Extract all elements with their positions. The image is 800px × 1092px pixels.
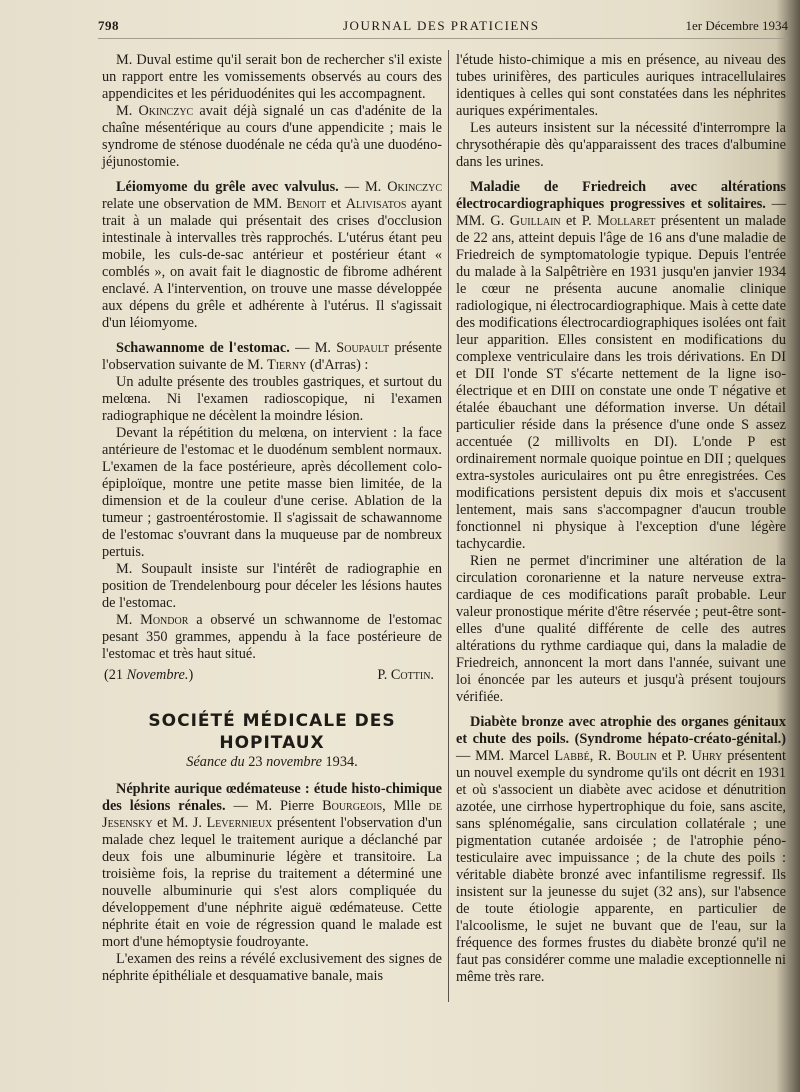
author-name: Alivisatos	[345, 196, 407, 212]
text: et M. J.	[152, 815, 207, 831]
author-name: Guillain	[509, 213, 561, 229]
page-number: 798	[98, 18, 119, 33]
section-title: Maladie de Friedreich avec altérations électrocardiographiques progressives et solitaires.	[456, 179, 786, 212]
right-column	[456, 52, 786, 986]
seance-date: Séance du 23 novembre 1934.	[186, 754, 358, 770]
section-diabete	[456, 714, 786, 986]
header-rule	[98, 38, 788, 39]
author-name: de Jesensky	[102, 798, 442, 831]
author-name: Tierny	[266, 357, 307, 373]
text: — M.	[289, 340, 337, 356]
author-name: Soupault	[336, 340, 390, 356]
journal-title: JOURNAL DES PRATICIENS	[343, 18, 540, 33]
text: — MM. Marcel	[456, 748, 555, 764]
paragraph: M. Duval estime qu'il serait bon de rechercher s'il existe un rapport entre les vomissements observés au cours des appendicites et les périduodénites qui les accompagnent.	[102, 52, 442, 102]
text: , Mlle	[382, 798, 429, 814]
section-title: Néphrite aurique œdémateuse : étude histo-chimique des lésions rénales.	[102, 781, 442, 814]
text: , R.	[589, 748, 617, 764]
section-title: Diabète bronze avec atrophie des organes génitaux et chute des poils. (Syndrome hépato-créato-génital.)	[456, 714, 786, 747]
paragraph-text: a observé un schwannome de l'estomac pesant 350 grammes, appendu à la face postérieure de l'estomac et très haut situé.	[102, 612, 442, 662]
author-name: Levernieux	[206, 815, 273, 831]
paragraph	[102, 103, 442, 171]
paragraph: Devant la répétition du melœna, on intervient : la face antérieure de l'estomac et le duodénum semblent normaux. L'examen de la face postérieure, après décollement colo-épiploïque, montre une petite masse bien limitée, de la dimension et de la couleur d'une cerise. Ablation de la tumeur ; gastroentérostomie. Il s'agissait de schawannome de l'estomac s'ouvrant dans la muqueuse par de nombreux pertuis.	[102, 425, 442, 560]
paragraph: l'étude histo-chimique a mis en présence, au niveau des tubes urinifères, des particules auriques intracellulaires identiques à celles qui sont constatées dans les néphrites auriques expérimentales.	[456, 52, 786, 119]
author-name: Okinczyc	[387, 179, 442, 195]
text: — MM. G.	[456, 196, 786, 229]
signature-author: P. Cottin.	[377, 667, 434, 683]
paragraph	[102, 612, 442, 663]
section-title: Léiomyome du grêle avec valvulus.	[116, 179, 339, 195]
section-friedreich	[456, 179, 786, 553]
text: relate une observation de MM.	[102, 196, 287, 212]
text: présente l'observation suivante de M.	[102, 340, 442, 373]
issue-date: 1er Décembre 1934	[685, 18, 788, 33]
text: (d'Arras) :	[306, 357, 369, 373]
text: et P.	[560, 213, 598, 229]
paragraph: Rien ne permet d'incriminer une altération de la circulation coronarienne et la nature nerveuse extra-cardiaque de ces modifications paraît probable. Leur valeur pronostique mérite d'être réservée ; peut-être sont-elles d'une qualité différente de celle des autres altérations du rythme cardiaque qui, dans la maladie de Friedreich, annoncent la mort dans l'année, suivant une loi énoncée par les auteurs et jusqu'à présent toujours vérifiée.	[456, 553, 786, 705]
signature-date: (21 Novembre.)	[104, 667, 194, 683]
author-name: Bourgeois	[322, 798, 383, 814]
text: — M.	[338, 179, 388, 195]
author-name: Benoit	[286, 196, 327, 212]
author-name: M. Okinczyc	[116, 103, 194, 119]
paragraph: Un adulte présente des troubles gastriques, et surtout du melœna. Ni l'examen radioscopique, ni l'examen radiographique ne décèlent la moindre lésion.	[102, 374, 442, 424]
author-name: Boulin	[616, 748, 657, 764]
text: et	[326, 196, 346, 212]
text: présentent un nouvel exemple du syndrome qu'ils ont décrit en 1931 et où s'associent un diabète avec acidose et dénutrition azotée, une cirrhose hypertrophique du foie, sans ascite, sans splénomégalie, sans circulation collatérale ; une pigmentation cutanée ardoisée ; de l'atrophie péno-testiculaire avec impuissance ; de la chute des poils : véritable diabète bronzé avec infantilisme regressif. Ils insistent sur la jeunesse du sujet (32 ans), sur l'absence de toute étiologie apparente, en particulier de l'alcoolisme, le sujet ne buvant que de l'eau, sur la fréquence des formes frustes du diabète bronzé qu'il ne faut pas considérer comme une maladie exceptionnelle ni même très rare.	[456, 748, 786, 985]
author-name: M. Mondor	[116, 612, 189, 628]
column-divider	[448, 50, 449, 1002]
paragraph-text: avait déjà signalé un cas d'adénite de la chaîne mésentérique au cours d'une appendicite ; mais le syndrome de sténose duodénale ne céda qu'à une duodéno-jéjunostomie.	[102, 103, 442, 170]
section-title: Schawannome de l'estomac.	[116, 340, 290, 356]
text: — M. Pierre	[225, 798, 323, 814]
signature-line	[102, 667, 442, 684]
society-heading: SOCIÉTÉ MÉDICALE DES HOPITAUX	[148, 711, 396, 753]
paragraph: M. Soupault insiste sur l'intérêt de radiographie en position de Trendelenbourg pour déceler les lésions hautes de l'estomac.	[102, 561, 442, 611]
left-column	[102, 52, 442, 985]
text: présentent un malade de 22 ans, atteint depuis l'âge de 16 ans d'une maladie de Friedreich de symptomatologie typique. Depuis l'entrée du malade à la Salpêtrière en 1931 jusqu'en janvier 1934 le cœur ne présenta aucune anomalie clinique radiologique, ni électrocardiographique. Mais à cette date des modifications électrocardiographiques isolées ont fait leur apparition. Elles consistent en modifications du complexe ventriculaire dans les trois dérivations. En DI et DII l'onde ST s'écarte nettement de la ligne iso-électrique et en DIII on constate une onde T négative et étalée ébauchant une déformation inverse. Un détail particulier réside dans la présence d'une onde S assez accentuée (2 millivolts en DI). L'onde P est ordinairement normale quoique pointue en DII ; quelques extra-systoles auriculaires ont pu être enregistrées. Ces modifications persistent depuis dix mois et s'accusent lentement, mais sans s'accompagner d'aucun trouble fonctionnel ni physique à l'exception d'une légère tachycardie.	[456, 213, 787, 552]
section-leiomyome	[102, 179, 442, 332]
text: et P.	[656, 748, 692, 764]
author-name: Mollaret	[597, 213, 656, 229]
author-name: Labbé	[554, 748, 590, 764]
paragraph: Les auteurs insistent sur la nécessité d'interrompre la chrysothérapie dès qu'apparaissent des traces d'albumine dans les urines.	[456, 120, 786, 170]
section-nephrite	[102, 781, 442, 951]
text: ayant trait à un malade qui présentait des crises d'occlusion intestinale à intervalles très rapprochés. L'utérus étant peu mobile, les culs-de-sac antérieur et postérieur étant « comblés », on avait fait le diagnostic de fibrome adhérent enclavé. A l'intervention, on trouve une masse développée aux dépens du grêle et adhérente à l'utérus. Il s'agissait d'un léiomyome.	[102, 196, 442, 331]
text: présentent l'observation d'un malade chez lequel le traitement aurique a déclanché par deux fois une albuminurie légère et transitoire. La troisième fois, la reprise du traitement a déterminé une nouvelle albuminurie qui s'est alors compliquée du développement d'une néphrite aiguë œdémateuse. Cette néphrite était en voie de régression quand le malade est mort d'une hémoptysie foudroyante.	[102, 815, 442, 950]
page-header	[98, 14, 788, 36]
section-schawannome	[102, 340, 442, 374]
paragraph: L'examen des reins a révélé exclusivement des signes de néphrite épithéliale et desquamative banale, mais	[102, 951, 442, 984]
author-name: Uhry	[691, 748, 723, 764]
